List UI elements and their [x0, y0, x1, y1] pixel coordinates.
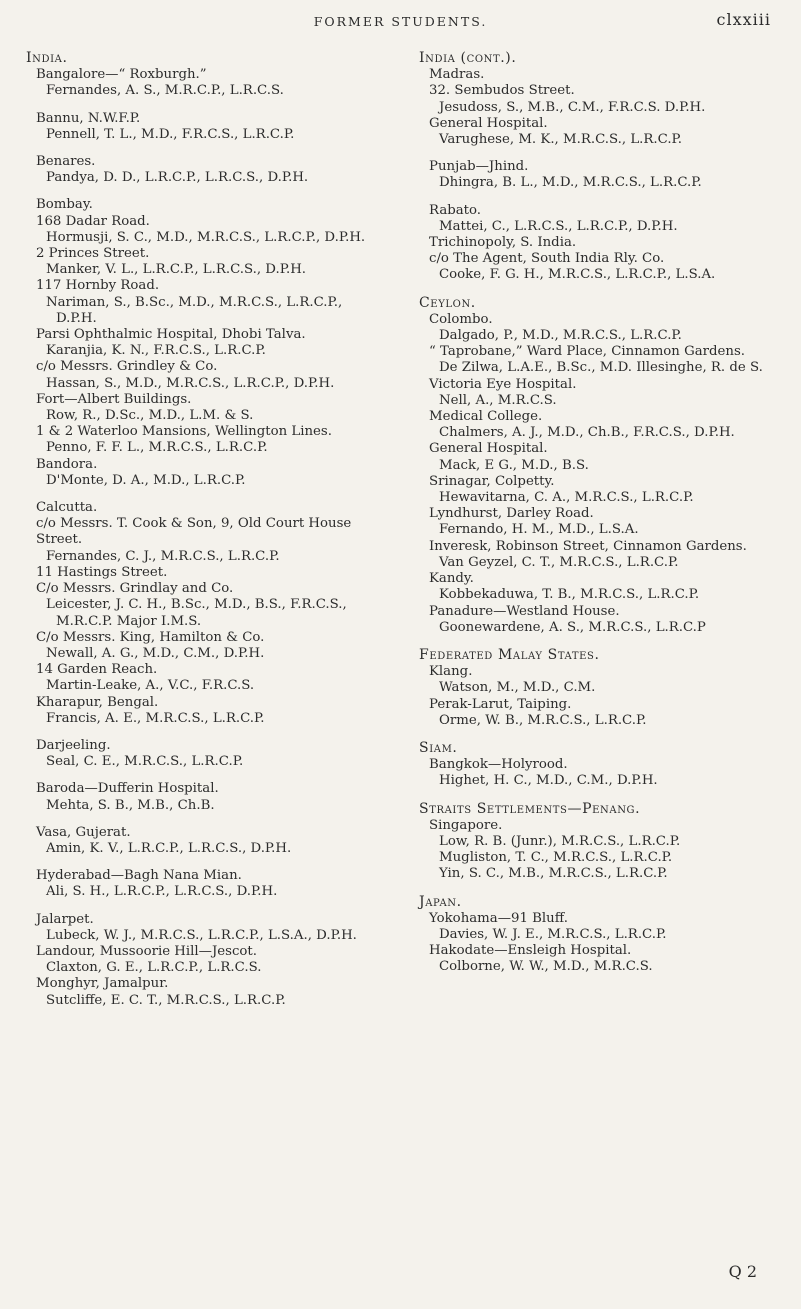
student-entry: Varughese, M. K., M.R.C.S., L.R.C.P.: [439, 132, 683, 148]
address-note: c/o Messrs. Grindley & Co.: [36, 359, 218, 375]
location-heading: Madras.: [429, 67, 485, 83]
location-heading: Bangalore—“ Roxburgh.”: [36, 67, 207, 83]
student-entry: Claxton, G. E., L.R.C.P., L.R.C.S.: [46, 960, 262, 976]
country-heading: Straits Settlements—Penang.: [419, 800, 641, 817]
location-heading: Darjeeling.: [36, 737, 111, 753]
student-entry: D'Monte, D. A., M.D., L.R.C.P.: [46, 472, 246, 488]
spacer: [26, 143, 386, 154]
student-entry: Watson, M., M.D., C.M.: [439, 680, 596, 696]
location-heading: Calcutta.: [36, 500, 98, 516]
student-entry: Martin-Leake, A., V.C., F.R.C.S.: [46, 678, 255, 694]
student-entry: Cooke, F. G. H., M.R.C.S., L.R.C.P., L.S.A.: [439, 267, 716, 283]
spacer: [419, 192, 784, 203]
spacer: [26, 901, 386, 912]
address-note: Inveresk, Robinson Street, Cinnamon Gardens.: [429, 538, 747, 554]
address-note: Parsi Ophthalmic Hospital, Dhobi Talva.: [36, 327, 306, 343]
address-note: c/o The Agent, South India Rly. Co.: [429, 251, 665, 267]
location-heading: Kandy.: [429, 571, 474, 587]
student-entry: Kobbekaduwa, T. B., M.R.C.S., L.R.C.P.: [439, 587, 700, 603]
address-note: 14 Garden Reach.: [36, 662, 158, 678]
student-entry: Colborne, W. W., M.D., M.R.C.S.: [439, 959, 653, 975]
student-entry: Pennell, T. L., M.D., F.R.C.S., L.R.C.P.: [46, 126, 295, 142]
student-entry: Francis, A. E., M.R.C.S., L.R.C.P.: [46, 710, 265, 726]
student-entry: Amin, K. V., L.R.C.P., L.R.C.S., D.P.H.: [46, 840, 292, 856]
spacer: [419, 636, 784, 647]
address-note: Bandora.: [36, 456, 98, 472]
address-note: 11 Hastings Street.: [36, 564, 168, 580]
country-heading: Federated Malay States.: [419, 646, 600, 663]
location-heading: Colombo.: [429, 311, 493, 327]
spacer: [26, 100, 386, 111]
spacer: [419, 729, 784, 740]
spacer: [419, 284, 784, 295]
address-note: 2 Princes Street.: [36, 246, 150, 262]
location-heading: Trichinopoly, S. India.: [429, 235, 577, 251]
location-heading: Panadure—Westland House.: [429, 603, 620, 619]
location-heading: Klang.: [429, 664, 473, 680]
running-title: FORMER STUDENTS.: [313, 14, 488, 29]
student-entry: Dalgado, P., M.D., M.R.C.S., L.R.C.P.: [439, 328, 682, 344]
page-number: clxxiii: [716, 10, 771, 29]
student-entry: Nariman, S., B.Sc., M.D., M.R.C.S., L.R.C.P., D.P.H.: [46, 294, 343, 326]
left-column: [26, 50, 386, 1009]
student-entry: Chalmers, A. J., M.D., Ch.B., F.R.C.S., D.P.H.: [439, 425, 735, 441]
country-heading: India.: [26, 50, 68, 66]
student-entry: Mack, E G., M.D., B.S.: [439, 457, 589, 473]
spacer: [26, 186, 386, 197]
location-heading: Baroda—Dufferin Hospital.: [36, 781, 219, 797]
student-entry: Fernando, H. M., M.D., L.S.A.: [439, 522, 639, 538]
student-entry: Jesudoss, S., M.B., C.M., F.R.C.S. D.P.H.: [439, 99, 706, 115]
student-entry: Mehta, S. B., M.B., Ch.B.: [46, 797, 215, 813]
location-heading: Hakodate—Ensleigh Hospital.: [429, 943, 632, 959]
address-note: 1 & 2 Waterloo Mansions, Wellington Lines.: [36, 424, 332, 440]
address-note: 168 Dadar Road.: [36, 213, 150, 229]
location-heading: Hyderabad—Bagh Nana Mian.: [36, 868, 242, 884]
location-heading: Monghyr, Jamalpur.: [36, 976, 169, 992]
location-heading: Bannu, N.W.F.P.: [36, 110, 141, 126]
location-heading: Perak-Larut, Taiping.: [429, 696, 572, 712]
student-entry: Mattei, C., L.R.C.S., L.R.C.P., D.P.H.: [439, 218, 678, 234]
student-entry: Orme, W. B., M.R.C.S., L.R.C.P.: [439, 712, 647, 728]
location-heading: Bombay.: [36, 197, 93, 213]
address-note: C/o Messrs. Grindlay and Co.: [36, 581, 234, 597]
location-heading: Vasa, Gujerat.: [36, 824, 131, 840]
student-entry: De Zilwa, L.A.E., B.Sc., M.D. Illesinghe, R. de S.: [439, 360, 763, 376]
student-entry: Goonewardene, A. S., M.R.C.S., L.R.C.P: [439, 619, 706, 635]
student-entry: Nell, A., M.R.C.S.: [439, 392, 557, 408]
spacer: [419, 790, 784, 801]
student-entry: Sutcliffe, E. C. T., M.R.C.S., L.R.C.P.: [46, 992, 286, 1008]
page-header: [0, 6, 801, 36]
student-entry: Low, R. B. (Junr.), M.R.C.S., L.R.C.P.: [439, 833, 681, 849]
address-note: Fort—Albert Buildings.: [36, 391, 192, 407]
spacer: [419, 148, 784, 159]
address-note: 117 Hornby Road.: [36, 278, 160, 294]
student-entry: Karanjia, K. N., F.R.C.S., L.R.C.P.: [46, 343, 266, 359]
location-heading: Bangkok—Holyrood.: [429, 757, 568, 773]
student-entry: Newall, A. G., M.D., C.M., D.P.H.: [46, 645, 265, 661]
spacer: [26, 727, 386, 738]
student-entry: Fernandes, A. S., M.R.C.P., L.R.C.S.: [46, 83, 284, 99]
address-note: 32. Sembudos Street.: [429, 83, 575, 99]
location-heading: Rabato.: [429, 202, 482, 218]
spacer: [26, 489, 386, 500]
spacer: [419, 883, 784, 894]
address-note: Lyndhurst, Darley Road.: [429, 506, 594, 522]
address-note: General Hospital.: [429, 115, 548, 131]
student-entry: Van Geyzel, C. T., M.R.C.S., L.R.C.P.: [439, 554, 679, 570]
student-entry: Hormusji, S. C., M.D., M.R.C.S., L.R.C.P., D.P.H.: [46, 229, 366, 245]
address-note: “ Taprobane,” Ward Place, Cinnamon Gardens.: [429, 344, 746, 360]
student-entry: Pandya, D. D., L.R.C.P., L.R.C.S., D.P.H.: [46, 170, 309, 186]
country-heading: Siam.: [419, 739, 458, 756]
student-entry: Seal, C. E., M.R.C.S., L.R.C.P.: [46, 754, 244, 770]
location-heading: Benares.: [36, 154, 96, 170]
student-entry: Fernandes, C. J., M.R.C.S., L.R.C.P.: [46, 548, 280, 564]
address-note: Srinagar, Colpetty.: [429, 473, 555, 489]
address-note: Kharapur, Bengal.: [36, 694, 159, 710]
right-column: [419, 50, 784, 976]
student-entry: Penno, F. F. L., M.R.C.S., L.R.C.P.: [46, 440, 268, 456]
signature-mark: Q 2: [728, 1262, 757, 1281]
student-entry: Manker, V. L., L.R.C.P., L.R.C.S., D.P.H.: [46, 262, 307, 278]
student-entry: Leicester, J. C. H., B.Sc., M.D., B.S., F.R.C.S., M.R.C.P. Major I.M.S.: [46, 597, 347, 629]
location-heading: Punjab—Jhind.: [429, 159, 529, 175]
country-heading: Ceylon.: [419, 294, 476, 311]
location-heading: Jalarpet.: [36, 911, 94, 927]
student-entry: Hassan, S., M.D., M.R.C.S., L.R.C.P., D.P.H.: [46, 375, 335, 391]
student-entry: Highet, H. C., M.D., C.M., D.P.H.: [439, 773, 658, 789]
student-entry: Davies, W. J. E., M.R.C.S., L.R.C.P.: [439, 926, 667, 942]
address-note: Victoria Eye Hospital.: [429, 376, 577, 392]
address-note: C/o Messrs. King, Hamilton & Co.: [36, 629, 265, 645]
spacer: [26, 770, 386, 781]
student-entry: Row, R., D.Sc., M.D., L.M. & S.: [46, 408, 254, 424]
spacer: [26, 857, 386, 868]
student-entry: Yin, S. C., M.B., M.R.C.S., L.R.C.P.: [439, 866, 668, 882]
location-heading: Landour, Mussoorie Hill—Jescot.: [36, 943, 257, 959]
address-note: Medical College.: [429, 409, 543, 425]
location-heading: Singapore.: [429, 817, 503, 833]
location-heading: Yokohama—91 Bluff.: [429, 910, 568, 926]
student-entry: Ali, S. H., L.R.C.P., L.R.C.S., D.P.H.: [46, 884, 278, 900]
student-entry: Mugliston, T. C., M.R.C.S., L.R.C.P.: [439, 850, 673, 866]
student-entry: Hewavitarna, C. A., M.R.C.S., L.R.C.P.: [439, 490, 694, 506]
address-note: General Hospital.: [429, 441, 548, 457]
student-entry: Lubeck, W. J., M.R.C.S., L.R.C.P., L.S.A., D.P.H.: [46, 927, 357, 943]
spacer: [26, 814, 386, 825]
student-entry: Dhingra, B. L., M.D., M.R.C.S., L.R.C.P.: [439, 175, 702, 191]
country-heading: India (cont.).: [419, 50, 517, 66]
country-heading: Japan.: [419, 893, 462, 910]
address-note: c/o Messrs. T. Cook & Son, 9, Old Court House Street.: [36, 516, 352, 548]
